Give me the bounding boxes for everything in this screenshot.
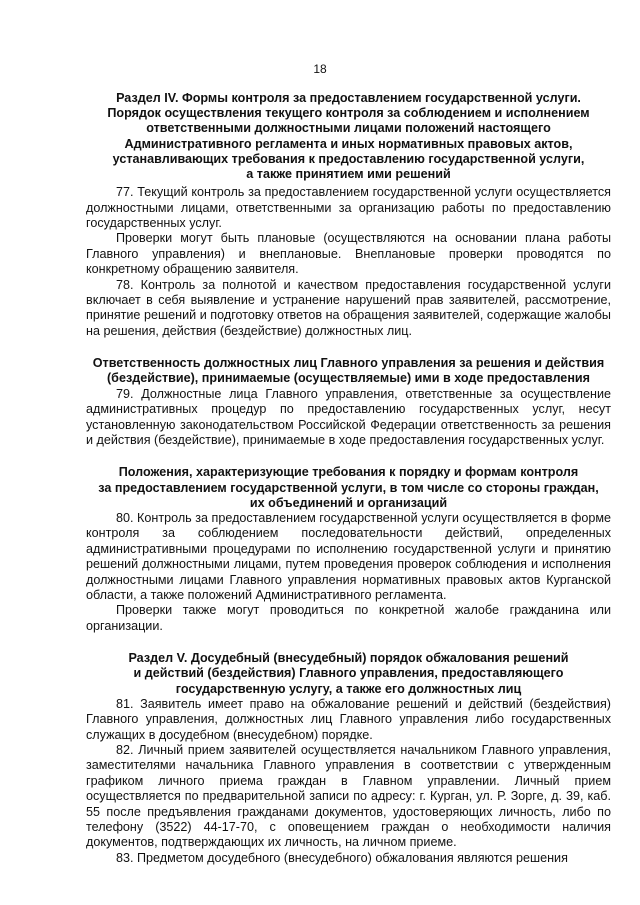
heading-line: ответственными должностными лицами положений настоящего — [146, 121, 551, 136]
paragraph: Проверки могут быть плановые (осуществляются на основании плана работы Главного управления) и внеплановые. Внеплановые проверки проводятся по конкретному обращению заявителя. — [86, 231, 611, 277]
heading-line: Ответственность должностных лиц Главного управления за решения и действия — [92, 356, 605, 371]
paragraph: 80. Контроль за предоставлением государственной услуги осуществляется в форме контроля за соблюдением последовательности действий, определенных административными процедурами по исполнению государственной услуги и принятию решений должностными лицами, путем проведения проверок соблюдения и исполнения должностными лицами Главного управления нормативных правовых актов Курганской области, а также положений Административного регламента. — [86, 510, 611, 602]
heading-line: а также принятием ими решений — [246, 167, 451, 182]
heading-line: за предоставлением государственной услуги, в том числе со стороны граждан, — [98, 480, 599, 495]
paragraph: 82. Личный прием заявителей осуществляется начальником Главного управления, заместителями начальника Главного управления в соответствии с утвержденным графиком личного приема граждан в Главном управлении. Личный прием осуществляется по предварительной записи по адресу: г. Курган, ул. Р. Зорге, д. 39, каб. 55 после предъявления гражданами документов, удостоверяющих личность, либо по телефону (3522) 44-17-70, с оповещением граждан о необходимости наличия документов, подтверждающих их личность, на личном приеме. — [86, 743, 611, 850]
heading-line: (бездействие), принимаемые (осуществляемые) ими в ходе предоставления — [106, 371, 591, 386]
section-heading — [86, 91, 611, 182]
paragraph: Проверки также могут проводиться по конкретной жалобе гражданина или организации. — [86, 603, 611, 633]
paragraph: 77. Текущий контроль за предоставлением государственной услуги осуществляется должностными лицами, ответственными за организацию работы по предоставлению государственных услуг. — [86, 185, 611, 231]
paragraph: 81. Заявитель имеет право на обжалование решений и действий (бездействия) Главного управления, должностных лиц Главного управления либо государственных служащих в досудебном (внесудебном) порядке. — [86, 696, 611, 742]
heading-line: Порядок осуществления текущего контроля за соблюдением и исполнением — [107, 106, 590, 121]
heading-line: Положения, характеризующие требования к порядку и формам контроля — [118, 465, 579, 480]
heading-line: устанавливающих требования к предоставлению государственной услуги, — [112, 151, 585, 166]
page-number: 18 — [313, 62, 327, 76]
heading-line: их объединений и организаций — [249, 495, 448, 510]
section-heading — [86, 465, 611, 511]
document-body — [86, 91, 611, 866]
heading-line: Административного регламента и иных нормативных правовых актов, — [124, 136, 573, 151]
section-heading — [86, 356, 611, 386]
paragraph: 79. Должностные лица Главного управления, ответственные за осуществление административных процедур по предоставлению государственных услуг, несут установленную законодательством Российской Федерации ответственность за решения и действия (бездействие), принимаемые в ходе предоставления государственных услуг. — [86, 386, 611, 447]
section-heading — [86, 651, 611, 697]
paragraph: 78. Контроль за полнотой и качеством предоставления государственной услуги включает в себя выявление и устранение нарушений прав заявителей, рассмотрение, принятие решений и подготовку ответов на обращения заявителей, содержащие жалобы на решения, действия (бездействие) должностных лиц. — [86, 277, 611, 338]
heading-line: государственную услугу, а также его должностных лиц — [175, 681, 522, 696]
heading-line: и действий (бездействия) Главного управления, предоставляющего — [133, 666, 564, 681]
heading-line: Раздел V. Досудебный (внесудебный) порядок обжалования решений — [128, 651, 569, 666]
heading-line: Раздел IV. Формы контроля за предоставлением государственной услуги. — [116, 91, 581, 105]
paragraph: 83. Предметом досудебного (внесудебного) обжалования являются решения — [116, 850, 568, 865]
